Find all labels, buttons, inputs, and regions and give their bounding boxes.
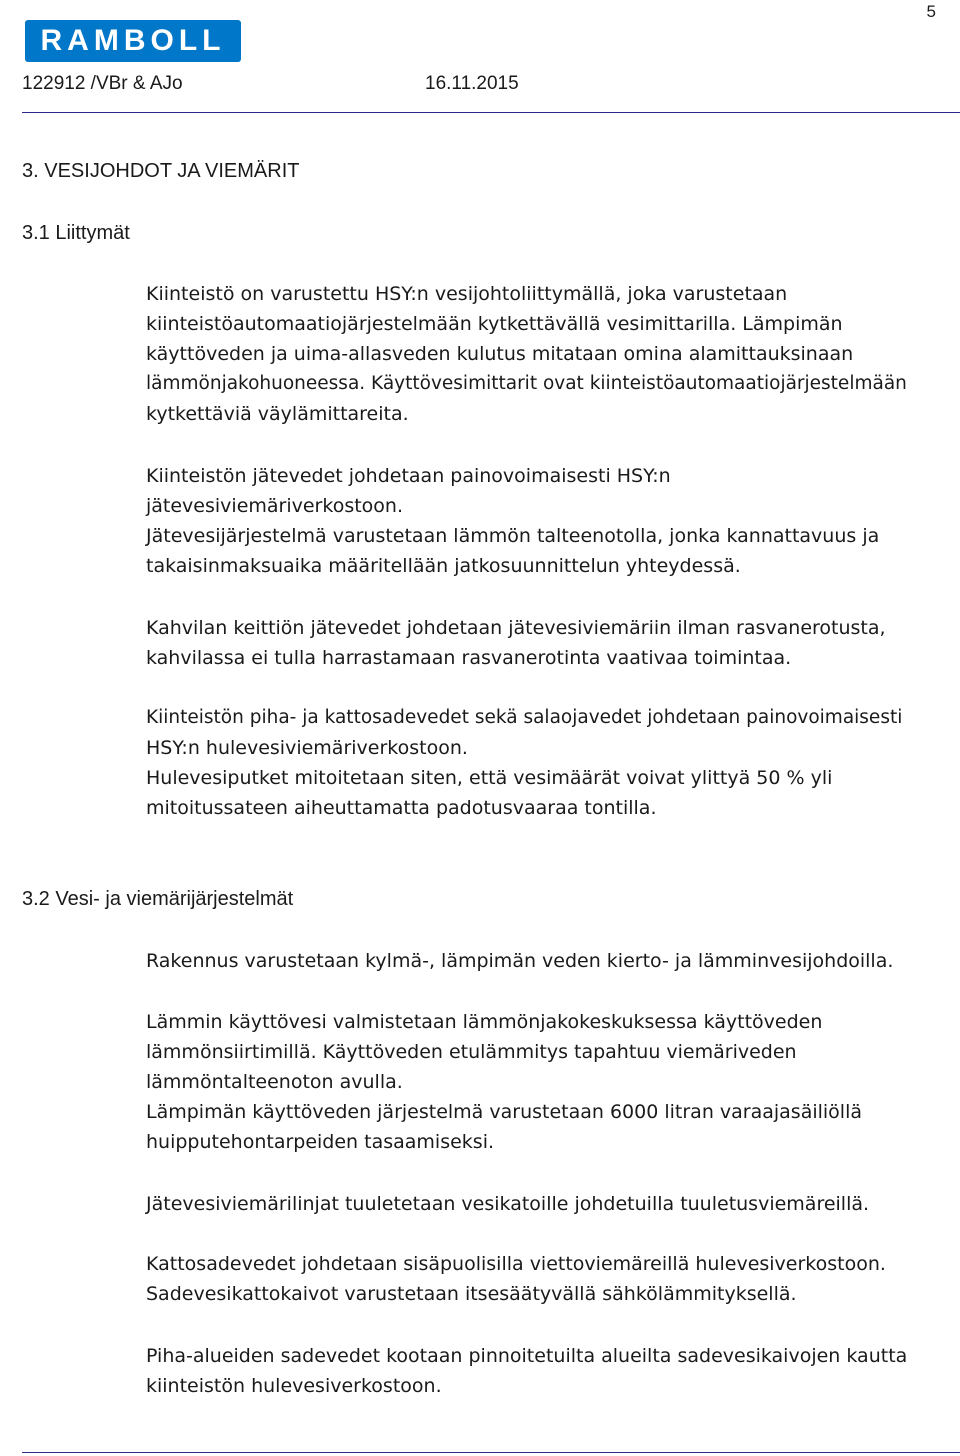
paragraph [146,279,960,429]
document-reference: 122912 /VBr & AJo [22,73,183,94]
paragraph-line: kiinteistön hulevesiverkostoon. [146,1375,442,1397]
paragraph-line: Kiinteistön jätevedet johdetaan painovoimaisesti HSY:n [146,465,671,487]
paragraph-line: kahvilassa ei tulla harrastamaan rasvanerotinta vaativaa toimintaa. [146,647,792,669]
paragraph [146,1249,960,1309]
paragraph [146,613,960,673]
paragraph [146,946,960,976]
paragraph-line: Lämmin käyttövesi valmistetaan lämmönjakokeskuksessa käyttöveden [146,1011,823,1033]
footer-divider [22,1452,960,1453]
paragraph-line: Kattosadevedet johdetaan sisäpuolisilla viettoviemäreillä hulevesiverkostoon. [146,1253,886,1275]
document-date: 16.11.2015 [425,73,519,94]
paragraph-line: Piha-alueiden sadevedet kootaan pinnoitetuilta alueilta sadevesikaivojen kautta [146,1345,908,1367]
section-heading-3-2: 3.2 Vesi- ja viemärijärjestelmät [22,888,294,910]
paragraph-line: HSY:n hulevesiviemäriverkostoon. [146,737,468,759]
paragraph-line: Kiinteistön piha- ja kattosadevedet sekä salaojavedet johdetaan painovoimaisesti [146,707,903,728]
paragraph-line: Sadevesikattokaivot varustetaan itsesäätyvällä sähkölämmityksellä. [146,1283,797,1305]
paragraph-line: lämmönsiirtimillä. Käyttöveden etulämmitys tapahtuu viemäriveden [146,1041,797,1063]
header-divider [22,112,960,113]
paragraph-line: kytkettäviä väylämittareita. [146,403,409,425]
paragraph-line: lämmöntalteenoton avulla. [146,1071,403,1093]
section-heading-main: 3. VESIJOHDOT JA VIEMÄRIT [22,160,300,182]
paragraph-line: lämmönjakohuoneessa. Käyttövesimittarit ovat kiinteistöautomaatiojärjestelmään [146,373,907,394]
paragraph-line: Rakennus varustetaan kylmä-, lämpimän veden kierto- ja lämminvesijohdoilla. [146,950,894,972]
paragraph-line: Jätevesijärjestelmä varustetaan lämmön talteenotolla, jonka kannattavuus ja [146,525,880,547]
paragraph [146,1189,960,1219]
paragraph-line: käyttöveden ja uima-allasveden kulutus mitataan omina alamittauksinaan [146,343,854,365]
paragraph-line: Kiinteistö on varustettu HSY:n vesijohtoliittymällä, joka varustetaan [146,283,788,305]
paragraph-line: Lämpimän käyttöveden järjestelmä varustetaan 6000 litran varaajasäiliöllä [146,1101,863,1123]
page-number: 5 [926,2,936,21]
paragraph-line: mitoitussateen aiheuttamatta padotusvaaraa tontilla. [146,797,657,819]
paragraph-line: Hulevesiputket mitoitetaan siten, että vesimäärät voivat ylittyä 50 % yli [146,767,833,789]
paragraph-line: takaisinmaksuaika määritellään jatkosuunnittelun yhteydessä. [146,555,741,577]
paragraph-line: jätevesiviemäriverkostoon. [146,495,404,517]
paragraph [146,1341,960,1401]
ramboll-logo: RAMBOLL [25,20,241,62]
section-heading-3-1: 3.1 Liittymät [22,222,130,244]
paragraph-line: huipputehontarpeiden tasaamiseksi. [146,1131,495,1153]
paragraph-line: Jätevesiviemärilinjat tuuletetaan vesikatoille johdetuilla tuuletusviemäreillä. [146,1193,870,1215]
paragraph [146,703,960,823]
paragraph [146,1007,960,1157]
paragraph-line: Kahvilan keittiön jätevedet johdetaan jätevesiviemäriin ilman rasvanerotusta, [146,617,886,639]
paragraph-line: kiinteistöautomaatiojärjestelmään kytkettävällä vesimittarilla. Lämpimän [146,313,843,335]
paragraph [146,461,960,581]
